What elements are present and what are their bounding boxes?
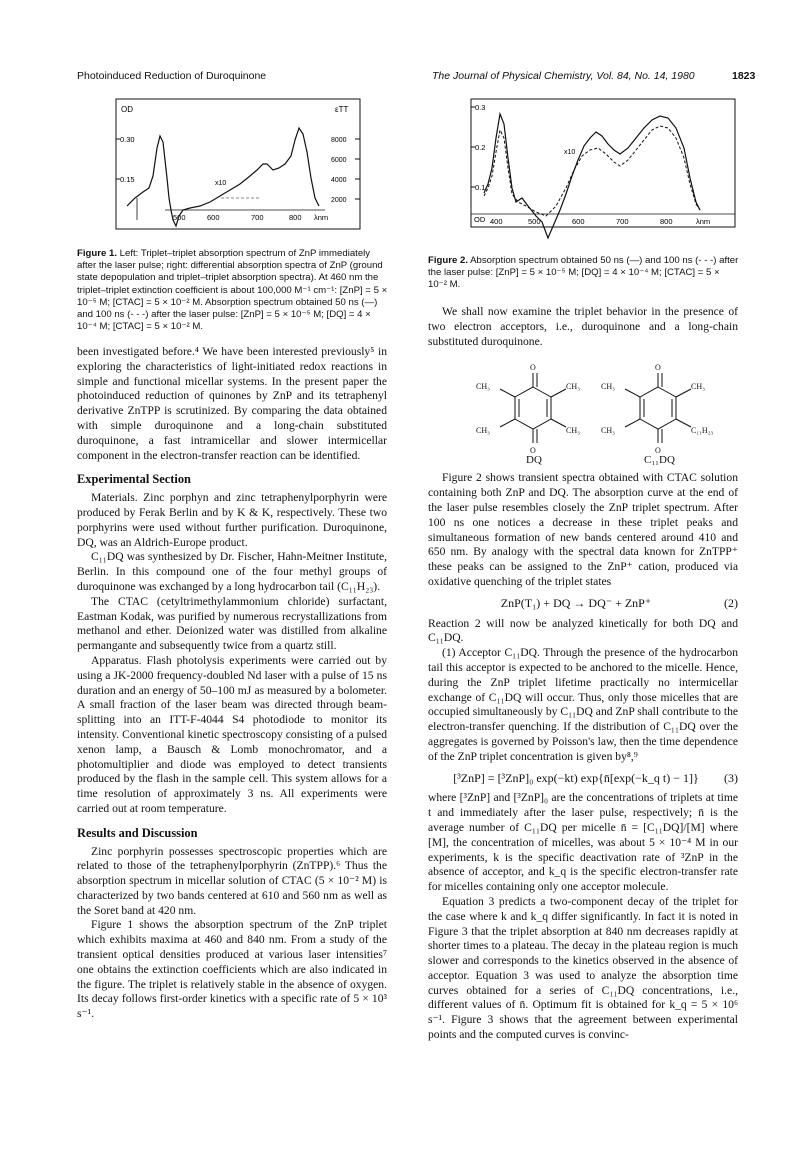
left-para-materials: Materials. Zinc porphyn and zinc tetraphenylporphyrin were produced by Ferak Berlin and by K & K, respectively. These two porphyrins were used without further purification. Duroquinone, DQ, was an Aldrich-Europe product. (77, 491, 387, 549)
left-para-0: been investigated before.⁴ We have been interested previously⁵ in exploring the characteristics of light-initiated redox reactions in simple and functional micellar systems. In the present paper the photoinduced reduction of quinones by ZnP and its tetraphenyl derivative ZnTPP is scrutinized. By comparing the data obtained with simple duroquinone and a long-chain substituted duroquinone, a fast intramicellar and slower intermicellar component in the electron-transfer reaction can be identified. (77, 345, 387, 462)
fig2-x-unit: λnm (696, 217, 711, 226)
fig1-left-tick-030: 0.30 (120, 135, 135, 144)
svg-text:CH₃: CH₃ (566, 382, 580, 392)
left-para-c11dq: C₁₁DQ was synthesized by Dr. Fischer, Hahn-Meitner Institute, Berlin. In this compound one of the four methyl groups of duroquinone was exchanged by a long hydrocarbon tail (C₁₁H₂₃). (77, 550, 387, 593)
svg-text:O: O (655, 363, 661, 373)
chemical-structures (428, 351, 738, 469)
figure-1-caption (77, 248, 389, 333)
heading-experimental: Experimental Section (77, 472, 191, 487)
running-header-left: Photoinduced Reduction of Duroquinone (77, 70, 267, 82)
fig2-x-tick-600: 600 (572, 217, 585, 226)
fig1-caption-text: Left: Triplet–triplet absorption spectrum of ZnP immediately after the laser pulse; right: differential absorption spectra of ZnP (ground state depopulation and triplet–triplet absorption spectra). At 460 nm the triplet–triplet extinction coefficient is about 100,000 M⁻¹ cm⁻¹: [ZnP] = 5 × 10⁻⁵ M; [CTAC] = 5 × 10⁻² M. Absorption spectrum obtained 50 ns (—) and 100 ns (- - -) after the laser pulse: [ZnP] = 5 × 10⁻⁵ M; [DQ] = 4 × 10⁻⁴ M; [CTAC] = 5 × 10⁻² M. (77, 248, 388, 333)
equation-3 (428, 771, 738, 786)
right-para-equation3: Equation 3 predicts a two-component decay of the triplet for the case where k and k_q differ significantly. In fact it is noted in Figure 3 that the triplet absorption at 840 nm decreases rapidly at shorter times to a plateau. The decay in the plateau region is much slower and corresponds to the kinetics observed in the absence of acceptor. Equation 3 was used to analyze the absorption time curves obtained for a series of C₁₁DQ concentrations, i.e., different values of n̄. Optimum fit is obtained for k_q = 5 × 10⁶ s⁻¹. Figure 3 shows that the agreement between experimental points and the computed curves is convinc- (428, 894, 738, 1042)
svg-text:CH₃: CH₃ (476, 426, 490, 436)
fig1-x10-label: x10 (215, 180, 227, 187)
fig2-y-tick-02: 0.2 (475, 143, 486, 152)
svg-text:CH₃: CH₃ (601, 382, 615, 392)
fig2-x-tick-800: 800 (660, 217, 673, 226)
svg-text:CH₃: CH₃ (691, 382, 705, 392)
label-dq: DQ (526, 454, 542, 467)
figure-2-caption (428, 255, 740, 292)
right-para-where: where [³ZnP] and [³ZnP]₀ are the concentrations of triplets at time t and immediately after the laser pulse, respectively; n̄ is the average number of C₁₁DQ per micelle n̄ = [C₁₁DQ]/[M] where [M], the concentration of micelles, was about 5 × 10⁻⁴ M in our experiments, k is the specific deactivation rate of ³ZnP in the absence of acceptor, and k_q is the specific electron-transfer rate for micelles containing only one acceptor molecule. (428, 791, 738, 894)
equation-2 (428, 596, 738, 611)
fig1-ett-label: εTT (335, 105, 349, 114)
svg-text:CH₃: CH₃ (566, 426, 580, 436)
svg-text:C₁₁H₂₃: C₁₁H₂₃ (691, 426, 714, 436)
fig1-tt-curve (127, 128, 319, 226)
fig2-x-tick-400: 400 (490, 217, 503, 226)
svg-text:O: O (530, 363, 536, 373)
fig1-right-tick-2000: 2000 (331, 197, 347, 204)
page-number: 1823 (732, 70, 756, 82)
fig1-x-tick-700: 700 (251, 213, 264, 222)
fig1-right-tick-6000: 6000 (331, 157, 347, 164)
fig1-right-tick-4000: 4000 (331, 177, 347, 184)
fig2-x-tick-500: 500 (528, 217, 541, 226)
right-para-acceptor: (1) Acceptor C₁₁DQ. Through the presence of the hydrocarbon tail this acceptor is expected to be anchored to the micelle. Hence, during the ZnP triplet lifetime practically no intermicellar exchange of C₁₁DQ will occur. Thus, only those micelles that are occupied simultaneously by C₁₁DQ and ZnP shall contribute to the electron-transfer quenching. If the distribution of C₁₁DQ over the aggregates is governed by Poisson's law, then the time dependence of the ZnP triplet concentration is given by⁸,⁹ (428, 646, 739, 763)
left-para-apparatus: Apparatus. Flash photolysis experiments were carried out by using a JK-2000 frequency-doubled Nd laser with a pulse of 15 ns duration and an energy of 50–100 mJ as measured by a bolometer. A small fraction of the laser beam was directed through beam-splitting into an ITT-F-4044 S4 photodiode to monitor its intensity. Conventional kinetic spectroscopy consisting of a pulsed xenon lamp, a Bausch & Lomb monochromator, and a photomultiplier and diode was employed to detect transients produced by the flash in the sample cell. This system allows for a time resolution of approximately 3 ns. All experiments were carried out at room temperature. (77, 653, 387, 815)
right-para-0: We shall now examine the triplet behavior in the presence of two electron acceptors, i.e., duroquinone and a long-chain substituted duroquinone. (428, 305, 738, 348)
fig2-y-tick-01: 0.1 (475, 183, 486, 192)
fig1-x-tick-500: 500 (173, 213, 186, 222)
equation-2-number: (2) (724, 595, 738, 610)
fig1-od-label: OD (121, 105, 133, 114)
left-column (77, 345, 387, 1022)
running-header-journal: The Journal of Physical Chemistry, Vol. 84, No. 14, 1980 (432, 70, 695, 82)
left-para-zinc: Zinc porphyrin possesses spectroscopic properties which are related to those of the tetraphenylporphyrin (ZnTPP).⁶ Thus the absorption spectrum in micellar solution of CTAC (5 × 10⁻² M) is characterized by two bands centered at 610 and 560 nm as well as the Soret band at 420 nm. (77, 844, 387, 917)
fig2-od-label: OD (474, 215, 486, 224)
svg-text:O: O (655, 446, 661, 456)
fig1-caption-label: Figure 1. (77, 248, 117, 259)
heading-results: Results and Discussion (77, 825, 198, 840)
fig1-x-tick-600: 600 (207, 213, 220, 222)
fig2-caption-label: Figure 2. (428, 255, 468, 266)
right-para-reaction2: Reaction 2 will now be analyzed kinetically for both DQ and C₁₁DQ. (428, 616, 738, 645)
fig1-x-unit: λnm (314, 213, 329, 222)
label-c11dq: C₁₁DQ (644, 454, 675, 467)
left-para-figure1: Figure 1 shows the absorption spectrum of the ZnP triplet which exhibits maxima at 460 and 840 nm. From a study of the transient optical densities produced at various laser intensities⁷ one obtains the extinction coefficients which are also indicated in the figure. The triplet is relatively stable in the absence of oxygen. Its decay follows first-order kinetics with a specific rate of 5 × 10³ s⁻¹. (77, 918, 387, 1021)
figure-2-spectrum (470, 98, 738, 248)
right-para-figure2: Figure 2 shows transient spectra obtained with CTAC solution containing both ZnP and DQ. The absorption curve at the end of the laser pulse resembles closely the ZnP triplet spectrum. After 100 ns one notices a decrease in these triplet peaks and simultaneous formation of new bands centered around 410 and 650 nm. By analogy with the spectral data known for ZnTPP⁺ these peaks can be assigned to the ZnP⁺ cation, produced via oxidative quenching of the triplet states (428, 471, 738, 588)
svg-text:CH₃: CH₃ (601, 426, 615, 436)
figure-1-spectrum (115, 98, 363, 238)
fig1-left-tick-015: 0.15 (120, 175, 135, 184)
equation-2-body: ZnP(T₁) + DQ → DQ⁻ + ZnP⁺ (500, 595, 652, 610)
svg-text:O: O (530, 446, 536, 456)
equation-3-body: [³ZnP] = [³ZnP]₀ exp(−kt) exp{n̄[exp(−k_q t) − 1]} (453, 770, 699, 785)
right-column (428, 305, 738, 1043)
fig2-curve-100ns (484, 126, 700, 216)
fig2-x10-label: x10 (564, 149, 576, 156)
svg-text:CH₃: CH₃ (476, 382, 490, 392)
fig2-caption-text: Absorption spectrum obtained 50 ns (—) and 100 ns (- - -) after the laser pulse: [ZnP] = 5 × 10⁻⁵ M; [DQ] = 4 × 10⁻⁴ M; [CTAC] = 5 × 10⁻² M. (428, 255, 739, 291)
left-para-ctac: The CTAC (cetyltrimethylammonium chloride) surfactant, Eastman Kodak, was purified by numerous recrystallizations from methanol and ether. Deionized water was distilled from alkaline permangante and subsequently twice from a quartz still. (77, 594, 387, 653)
fig2-y-tick-03: 0.3 (475, 103, 486, 112)
quinone-structures-drawing (428, 351, 738, 469)
fig2-x-tick-700: 700 (616, 217, 629, 226)
fig1-right-tick-8000: 8000 (331, 137, 347, 144)
equation-3-number: (3) (724, 770, 738, 785)
fig1-x-tick-800: 800 (289, 213, 302, 222)
